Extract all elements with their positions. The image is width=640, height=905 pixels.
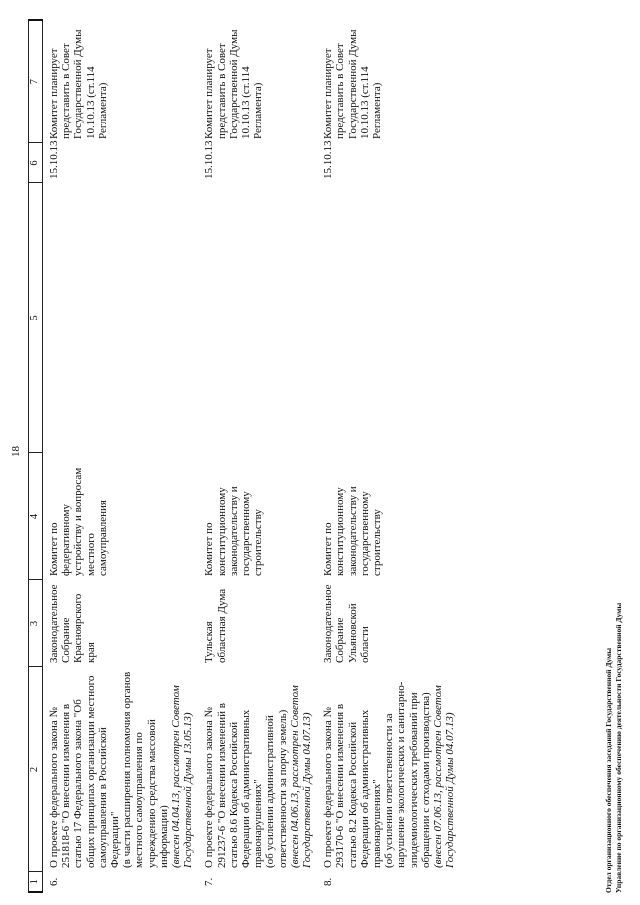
column-header: 1	[29, 872, 43, 892]
bill-subject: (об усилении ответственности за нарушение экологических и санитарно-эпидемиологических требований при обращении с отходами производства)	[383, 681, 432, 868]
column-header: 7	[29, 20, 43, 143]
responsible-committee: Комитет по конституционному законодательству и государственному строительству	[203, 486, 265, 576]
bill-author: Тульская областная Дума	[203, 588, 228, 663]
bill-author: Законодательное Собрание Красноярского края	[48, 584, 97, 663]
bill-description	[43, 667, 199, 872]
bill-subject: (в части расширения полномочия органов местного самоуправления по учреждению средства массовой информации)	[121, 671, 170, 868]
column-header: 2	[29, 667, 43, 872]
column-header: 6	[29, 143, 43, 183]
column-5-cell	[43, 183, 199, 453]
header-row	[29, 20, 43, 892]
column-5-cell	[198, 183, 317, 453]
deadline-date: 15.10.13	[203, 140, 216, 179]
plan-note: Комитет планирует представить в Совет Государственной Думы 10.10.13 (ст.114 Регламента)	[322, 29, 384, 139]
bill-title: О проекте федерального закона № 291237-6 "О внесении изменений в статью 8.6 Кодекса Российской Федерации об административных правонарушениях"	[203, 703, 265, 868]
bill-description	[198, 667, 317, 872]
responsible-committee: Комитет по конституционному законодательству и государственному строительству	[322, 486, 384, 576]
column-header: 5	[29, 183, 43, 453]
bill-subject: (об усилении административной ответственности за порчу земель)	[264, 709, 289, 868]
page-number: 18	[10, 446, 22, 457]
bill-note: (внесен 04.06.13, рассмотрен Советом Государственной Думы 04.07.13)	[288, 685, 314, 868]
bill-title: О проекте федерального закона № 293170-6 "О внесении изменения в статью 8.2 Кодекса Российской Федерации об административных правонарушениях"	[322, 703, 384, 868]
table-row	[317, 20, 460, 892]
column-header: 4	[29, 453, 43, 580]
bill-title: О проекте федерального закона № 251818-6 "О внесении изменения в статью 17 Федерального закона "Об общих принципах организации местного самоуправления в Российской Федерации"	[48, 675, 122, 868]
footer-line-1: Отдел организационного обеспечения заседаний Государственной Думы	[604, 647, 613, 893]
table-row	[43, 20, 199, 892]
footer	[604, 603, 623, 893]
bill-note: (внесен 04.04.13, рассмотрен Советом Государственной Думы 13.05.13)	[170, 685, 195, 868]
row-number: 8.	[322, 877, 335, 886]
plan-note: Комитет планирует представить в Совет Государственной Думы 10.10.13 (ст.114 Регламента)	[48, 29, 109, 139]
column-header: 3	[29, 580, 43, 667]
deadline-date: 15.10.13	[48, 140, 60, 179]
footer-line-2: Управление по организационному обеспечению деятельности Государственной Думы	[613, 602, 623, 893]
bill-description	[317, 667, 460, 872]
bills-table	[28, 19, 461, 893]
row-number: 6.	[48, 877, 60, 886]
deadline-date: 15.10.13	[322, 140, 335, 179]
column-5-cell	[317, 183, 460, 453]
plan-note: Комитет планирует представить в Совет Государственной Думы 10.10.13 (ст.114 Регламента)	[203, 29, 265, 139]
bill-author: Законодательное Собрание Ульяновской области	[322, 584, 371, 663]
bill-note: (внесен 07.06.13, рассмотрен Советом Государственной Думы 04.07.13)	[432, 685, 457, 868]
table-row	[198, 20, 317, 892]
responsible-committee: Комитет по федеративному устройству и вопросам местного самоуправления	[48, 467, 109, 576]
row-number: 7.	[203, 877, 216, 886]
